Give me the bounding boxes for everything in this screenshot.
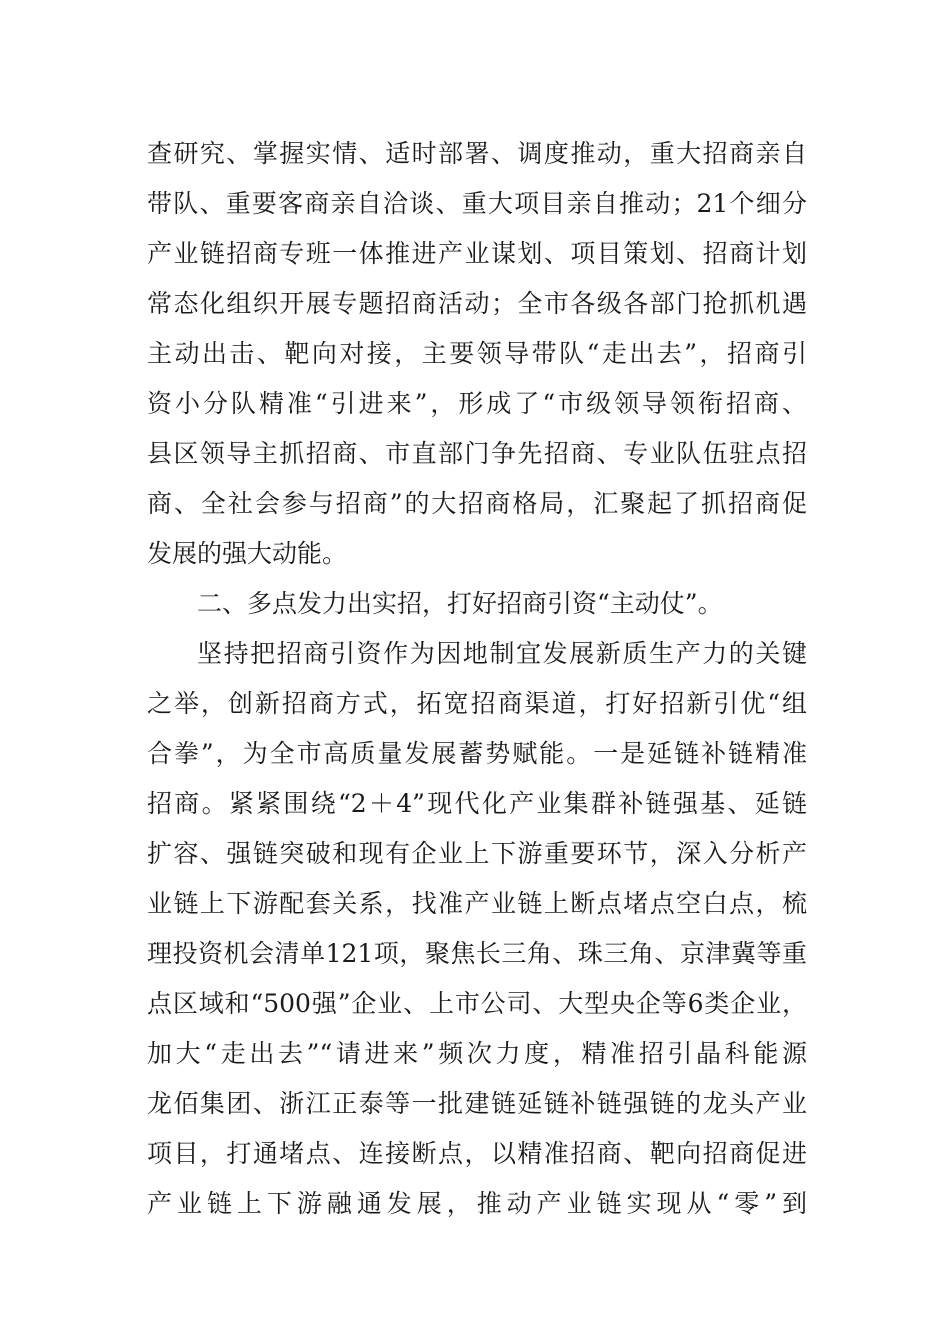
text-line: 加大“走出去”“请进来”频次力度，精准招引晶科能源 (147, 1039, 807, 1068)
text-line: 业链上下游配套关系，找准产业链上断点堵点空白点，梳 (147, 889, 807, 918)
section-heading: 二、多点发力出实招，打好招商引资“主动仗”。 (197, 589, 723, 618)
text-line: 带队、重要客商亲自洽谈、重大项目亲自推动；21个细分 (147, 189, 807, 218)
text-line: 产业链招商专班一体推进产业谋划、项目策划、招商计划 (147, 239, 807, 268)
text-line: 资小分队精准“引进来”，形成了“市级领导领衔招商、 (147, 389, 807, 418)
text-line: 项目，打通堵点、连接断点，以精准招商、靶向招商促进 (147, 1139, 807, 1168)
text-line: 主动出击、靶向对接，主要领导带队“走出去”，招商引 (147, 339, 807, 368)
text-line: 扩容、强链突破和现有企业上下游重要环节，深入分析产 (147, 839, 807, 868)
text-line: 点区域和“500强”企业、上市公司、大型央企等6类企业， (147, 989, 807, 1018)
text-line: 商、全社会参与招商”的大招商格局，汇聚起了抓招商促 (147, 489, 807, 518)
text-line: 县区领导主抓招商、市直部门争先招商、专业队伍驻点招 (147, 439, 807, 468)
text-line: 招商。紧紧围绕“2＋4”现代化产业集群补链强基、延链 (147, 789, 807, 818)
text-line: 产业链上下游融通发展，推动产业链实现从“零”到 (147, 1189, 807, 1218)
text-line: 合拳”，为全市高质量发展蓄势赋能。一是延链补链精准 (147, 739, 807, 768)
text-line: 常态化组织开展专题招商活动；全市各级各部门抢抓机遇 (147, 289, 807, 318)
text-line: 之举，创新招商方式，拓宽招商渠道，打好招新引优“组 (147, 689, 807, 718)
text-line: 龙佰集团、浙江正泰等一批建链延链补链强链的龙头产业 (147, 1089, 807, 1118)
text-line: 坚持把招商引资作为因地制宜发展新质生产力的关键 (197, 639, 807, 668)
text-line: 发展的强大动能。 (147, 539, 348, 568)
text-line: 查研究、掌握实情、适时部署、调度推动，重大招商亲自 (147, 139, 807, 168)
text-line: 理投资机会清单121项，聚焦长三角、珠三角、京津冀等重 (147, 939, 807, 968)
